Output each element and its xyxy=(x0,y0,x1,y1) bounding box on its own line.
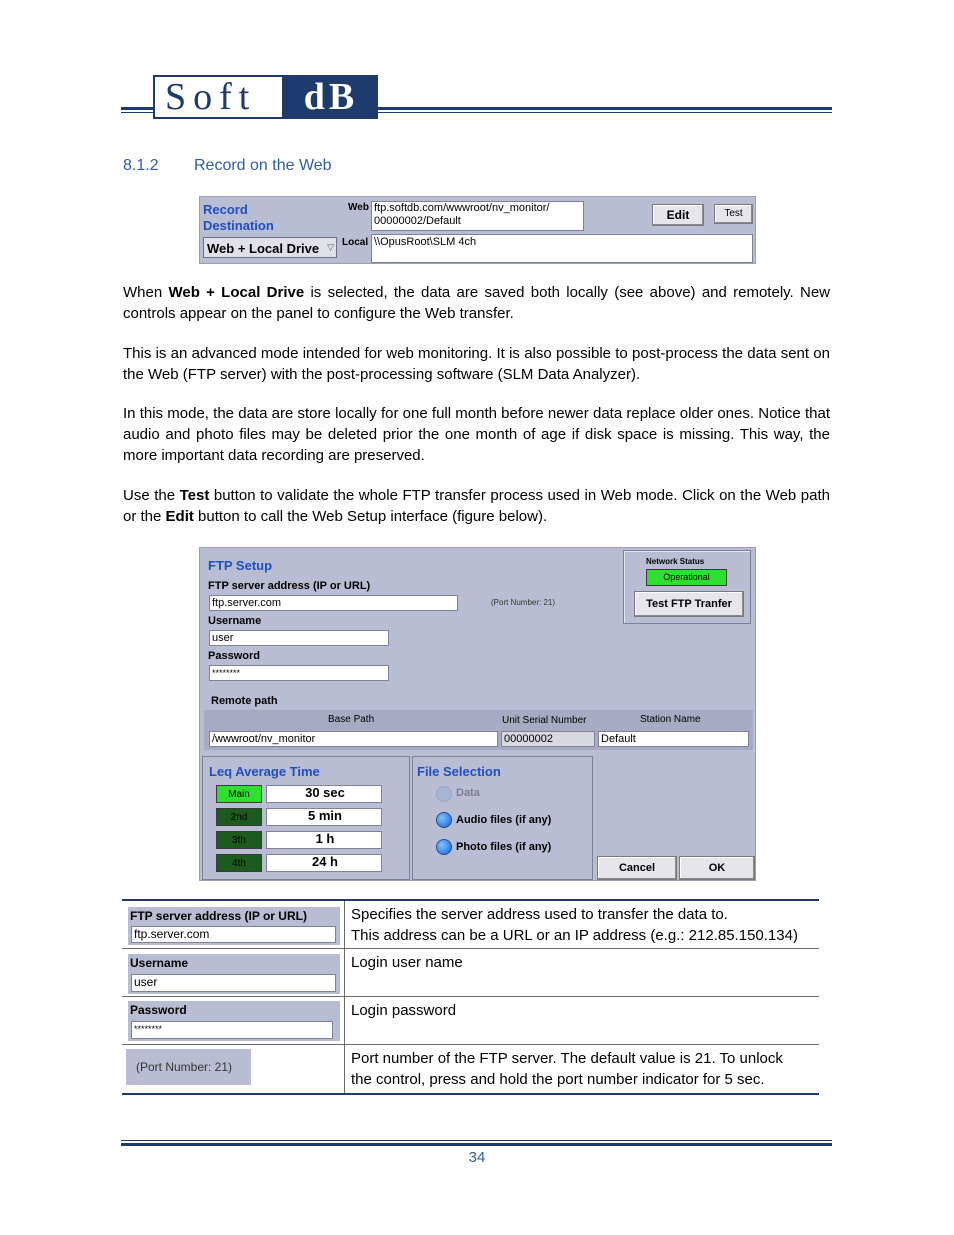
p4-a: Use the xyxy=(123,487,180,504)
leq-value-3th[interactable]: 1 h xyxy=(266,831,382,849)
station-input[interactable]: Default xyxy=(598,731,749,747)
desc-port-line-2: the control, press and hold the port number indicator for 5 sec. xyxy=(351,1071,765,1088)
remote-path-box xyxy=(204,710,753,750)
edit-button[interactable]: Edit xyxy=(652,204,704,226)
web-label: Web xyxy=(348,202,369,213)
record-destination-panel xyxy=(199,196,756,264)
mini-ftp-server-label: FTP server address (IP or URL) xyxy=(130,909,307,923)
mini-username xyxy=(128,954,340,994)
leq-led-4th[interactable]: 4th xyxy=(216,854,262,872)
station-label: Station Name xyxy=(640,714,701,725)
leq-average-box xyxy=(202,756,410,880)
web-path-line-1: ftp.softdb.com/wwwroot/nv_monitor/ xyxy=(374,202,550,214)
table-cell-description xyxy=(345,949,819,996)
table-row xyxy=(122,901,819,949)
table-cell-image xyxy=(122,949,345,996)
paragraph-advanced-mode: This is an advanced mode intended for web monitoring. It is also possible to post-process the data sent on the Web (FTP server) with the post-processing software (SLM Data Analyzer). xyxy=(123,345,830,383)
mini-username-value: user xyxy=(131,974,336,992)
logo-soft: Soft xyxy=(153,75,284,119)
chevron-down-icon: ▽ xyxy=(327,242,334,252)
desc-username-line-1: Login user name xyxy=(351,954,463,971)
p1-bold: Web + Local Drive xyxy=(168,284,305,301)
record-destination-title-2: Destination xyxy=(203,218,274,233)
table-cell-description xyxy=(345,1045,819,1093)
table-cell-image xyxy=(122,1045,345,1093)
table-cell-image xyxy=(122,997,345,1044)
mini-password xyxy=(128,1001,340,1041)
username-label: Username xyxy=(208,615,262,627)
table-row xyxy=(122,997,819,1045)
base-path-input[interactable]: /wwwroot/nv_monitor xyxy=(209,731,498,747)
mini-username-label: Username xyxy=(130,956,189,970)
mini-ftp-server xyxy=(128,907,340,945)
data-option-label: Data xyxy=(456,787,480,799)
record-mode-value: Web + Local Drive xyxy=(207,241,320,256)
section-title: Record on the Web xyxy=(194,157,332,174)
network-status-indicator: Operational xyxy=(646,569,727,586)
footer-rule-thick xyxy=(121,1143,832,1146)
table-row xyxy=(122,949,819,997)
data-radio-icon[interactable] xyxy=(436,786,452,802)
p4-e: button to call the Web Setup interface (figure below). xyxy=(193,508,548,525)
audio-radio-icon[interactable] xyxy=(436,812,452,828)
leq-value-main[interactable]: 30 sec xyxy=(266,785,382,803)
record-mode-select[interactable] xyxy=(203,237,337,258)
photo-radio-icon[interactable] xyxy=(436,839,452,855)
table-cell-description xyxy=(345,997,819,1044)
description-table xyxy=(122,899,819,1095)
leq-led-3th[interactable]: 3th xyxy=(216,831,262,849)
photo-option-label: Photo files (if any) xyxy=(456,841,552,853)
desc-password-line-1: Login password xyxy=(351,1002,457,1019)
leq-value-4th[interactable]: 24 h xyxy=(266,854,382,872)
serial-label: Unit Serial Number xyxy=(502,715,587,726)
leq-led-2nd[interactable]: 2nd xyxy=(216,808,262,826)
test-ftp-transfer-button[interactable]: Test FTP Tranfer xyxy=(634,591,744,617)
mini-ftp-server-value: ftp.server.com xyxy=(131,926,336,943)
mini-port-number: (Port Number: 21) xyxy=(126,1049,251,1085)
softdb-logo xyxy=(153,75,378,119)
ftp-server-input[interactable]: ftp.server.com xyxy=(209,595,458,611)
desc-port-line-1: Port number of the FTP server. The default value is 21. To unlock xyxy=(351,1050,783,1067)
paragraph-web-local xyxy=(123,282,830,324)
password-label: Password xyxy=(208,650,260,662)
page-number: 34 xyxy=(468,1149,486,1166)
local-path-field[interactable]: \\OpusRoot\SLM 4ch xyxy=(371,234,753,263)
table-row xyxy=(122,1045,819,1093)
ok-button[interactable]: OK xyxy=(679,856,755,880)
username-input[interactable]: user xyxy=(209,630,389,646)
web-path-field[interactable] xyxy=(371,201,584,231)
paragraph-test-button xyxy=(123,485,830,527)
mini-password-label: Password xyxy=(130,1003,187,1017)
p1-pre: When xyxy=(123,284,169,301)
file-selection-box xyxy=(412,756,593,880)
leq-value-2nd[interactable]: 5 min xyxy=(266,808,382,826)
ftp-server-label: FTP server address (IP or URL) xyxy=(208,580,371,592)
local-label: Local xyxy=(342,237,369,248)
test-button[interactable]: Test xyxy=(714,204,753,224)
footer-rule-thin xyxy=(121,1140,832,1141)
ftp-setup-title: FTP Setup xyxy=(208,558,273,573)
desc-ftp-line-2: This address can be a URL or an IP address (e.g.: 212.85.150.134) xyxy=(351,927,798,944)
p4-d: Edit xyxy=(165,508,194,525)
network-status-label: Network Status xyxy=(646,557,705,566)
remote-path-label: Remote path xyxy=(211,695,278,707)
audio-option-label: Audio files (if any) xyxy=(456,814,552,826)
mini-password-value: ******** xyxy=(131,1021,333,1039)
p4-b: Test xyxy=(179,487,210,504)
port-number-indicator[interactable]: (Port Number: 21) xyxy=(491,598,556,607)
ftp-setup-panel xyxy=(199,547,756,881)
cancel-button[interactable]: Cancel xyxy=(597,856,677,880)
record-destination-title-1: Record xyxy=(203,202,248,217)
network-status-box xyxy=(623,550,751,624)
password-input[interactable]: ******** xyxy=(209,665,389,681)
desc-ftp-line-1: Specifies the server address used to transfer the data to. xyxy=(351,906,728,923)
file-selection-title: File Selection xyxy=(417,764,501,779)
paragraph-storage: In this mode, the data are store locally for one full month before newer data replace older ones. Notice that audio and photo files may be deleted prior the one month of age if disk space is missing. This way, the more important data recording are preserved. xyxy=(123,405,830,464)
web-path-line-2: 00000002/Default xyxy=(374,215,461,227)
base-path-label: Base Path xyxy=(328,714,375,725)
logo-db: dB xyxy=(284,75,378,119)
section-number: 8.1.2 xyxy=(123,157,159,174)
p1-post: is selected, the data are saved both locally (see above) and remotely. New controls appear on the panel to configure the Web transfer. xyxy=(123,284,830,322)
leq-led-main[interactable]: Main xyxy=(216,785,262,803)
table-cell-image xyxy=(122,901,345,948)
table-cell-description xyxy=(345,901,819,948)
leq-average-title: Leq Average Time xyxy=(209,764,320,779)
p4-c: button to validate the whole FTP transfer process used in Web mode. Click on the Web path or the xyxy=(123,487,830,525)
serial-input[interactable]: 00000002 xyxy=(501,731,595,747)
